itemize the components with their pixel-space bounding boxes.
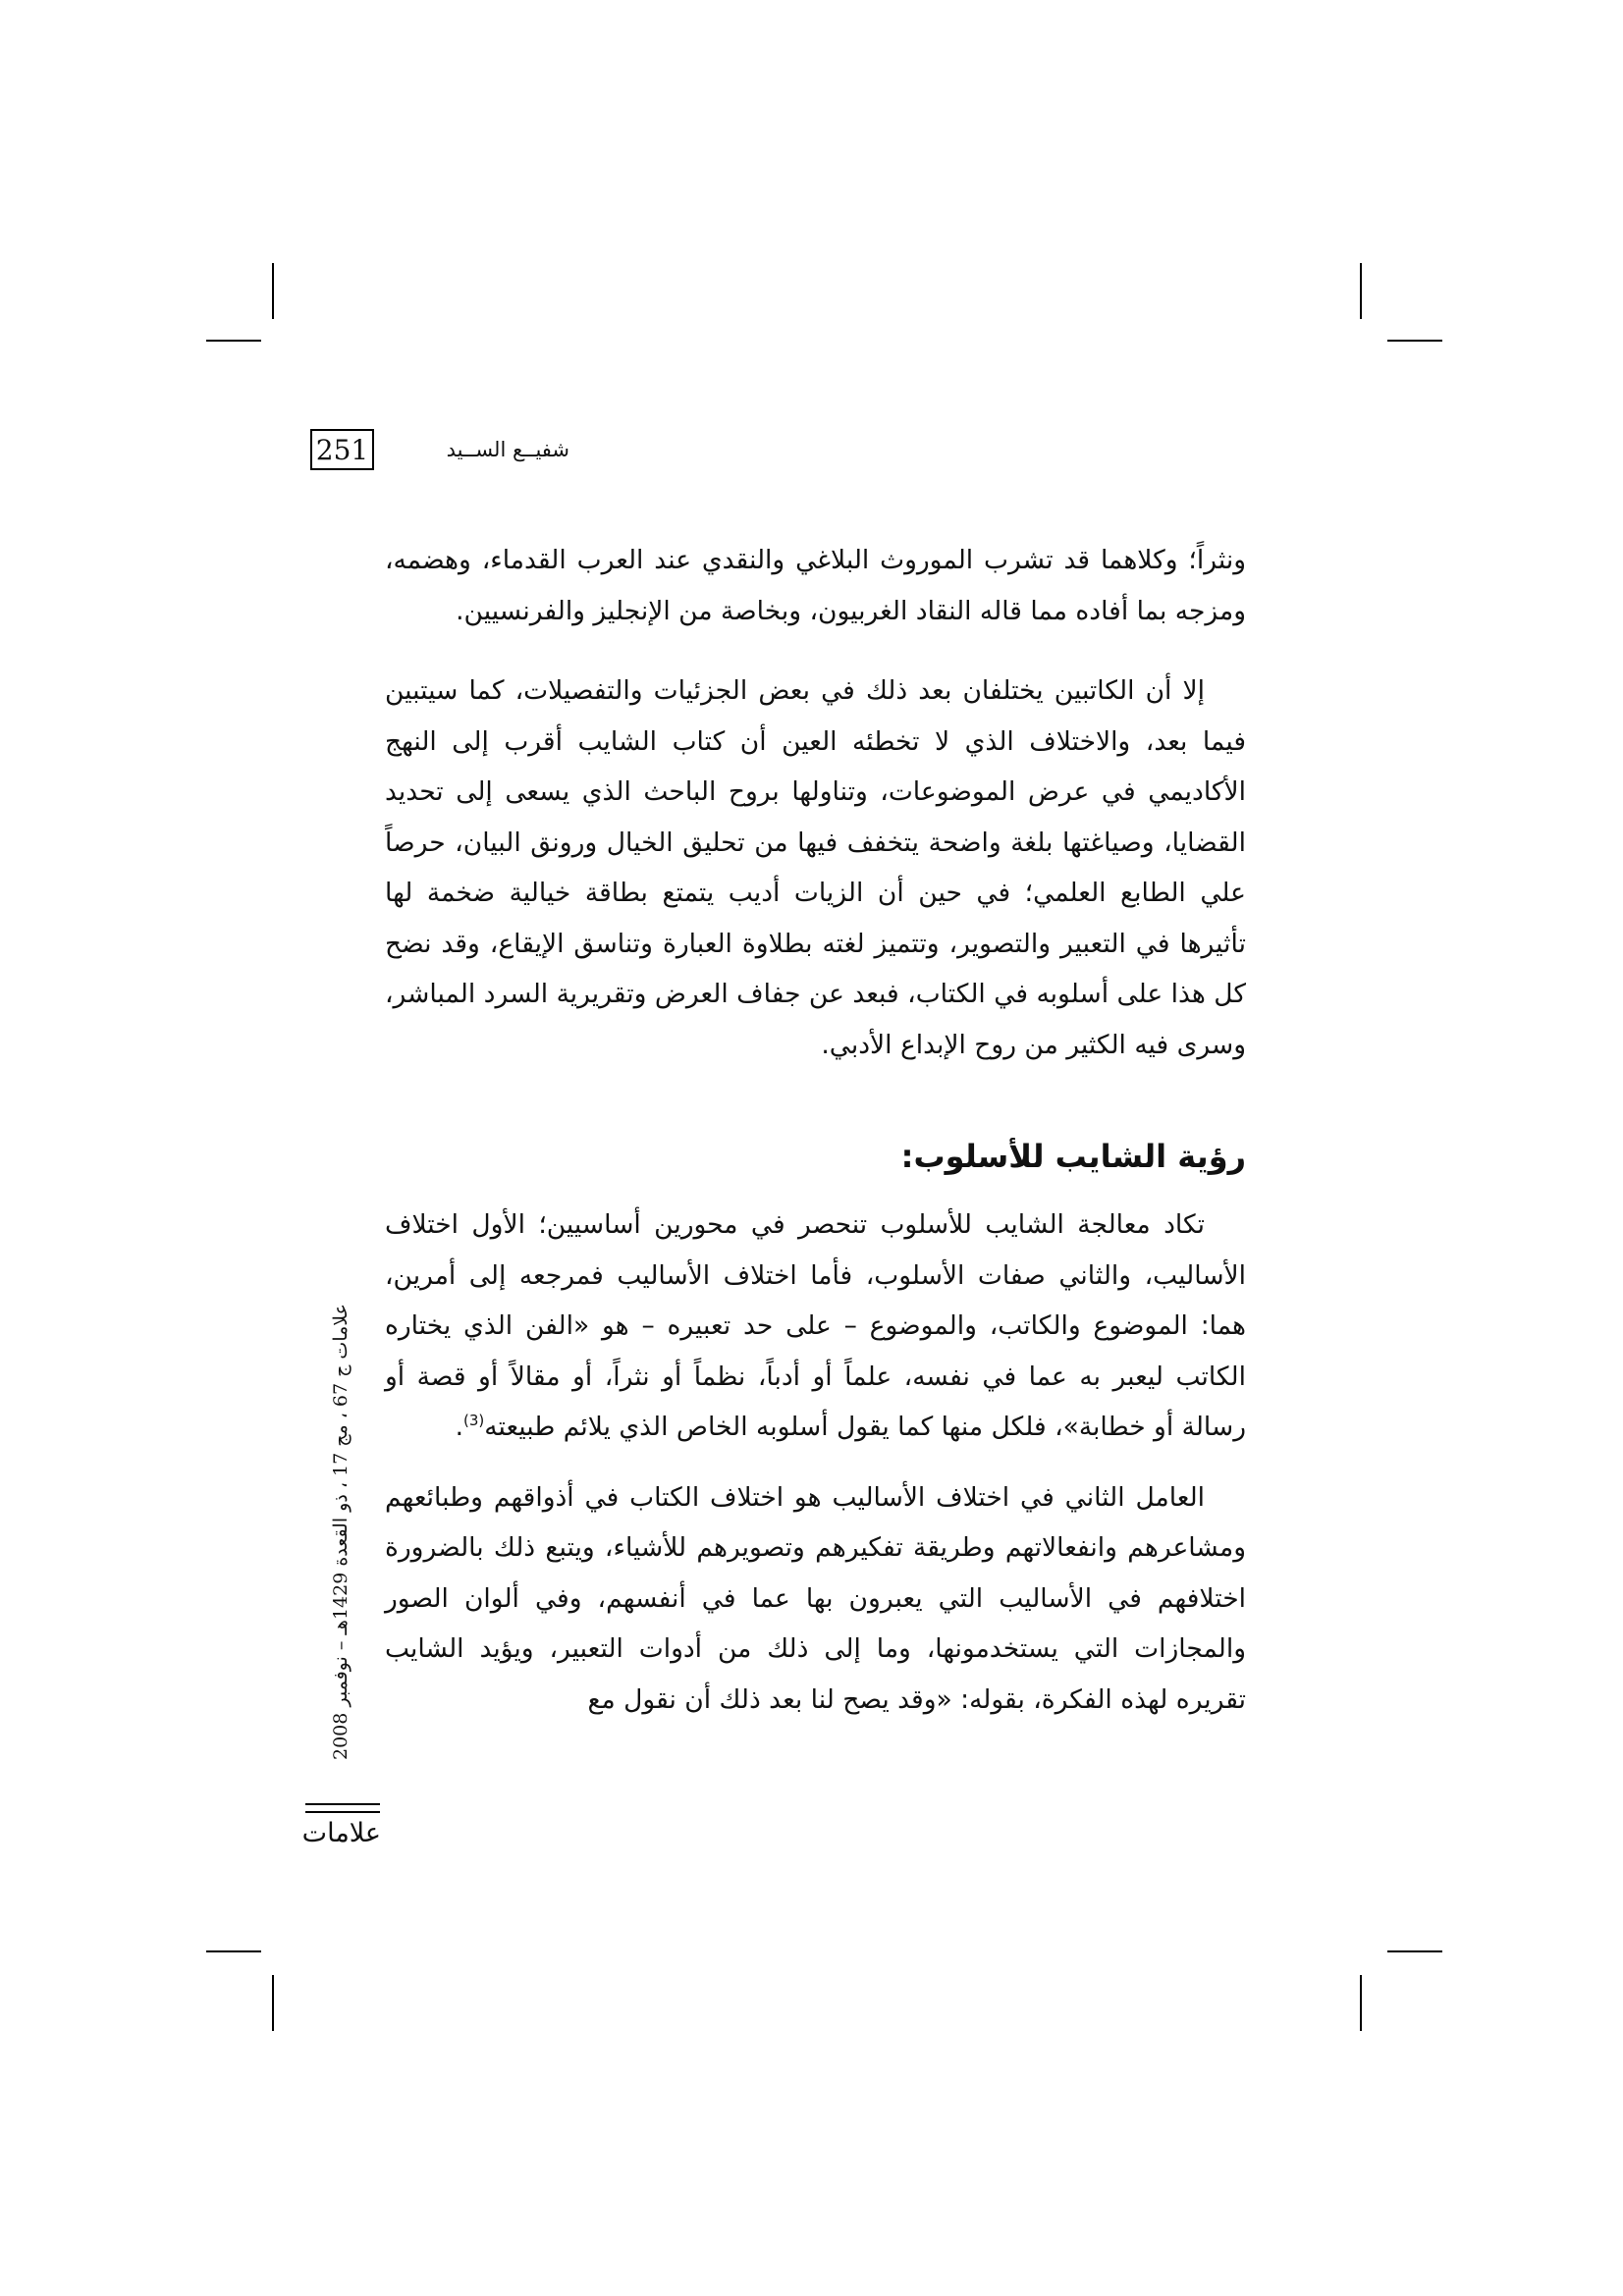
sidebar-double-rule — [305, 1803, 380, 1813]
paragraph-intro-1: ونثراً؛ وكلاهما قد تشرب الموروث البلاغي والنقدي عند العرب القدماء، وهضمه، ومزجه بما أفاده مما قاله النقاد الغربيون، وبخاصة من الإنجليز والفرنسيين. — [385, 545, 1246, 626]
journal-info-vertical: علامات ج 67 ، مج 17 ، ذو القعدة 1429هـ – نوفمبر 2008 — [330, 1304, 352, 1760]
paragraph-section-2: العامل الثاني في اختلاف الأساليب هو اختلاف الكتاب في أذواقهم وطبائعهم ومشاعرهم وانفعالاتهم وطريقة تفكيرهم وتصويرهم للأشياء، ويتبع ذلك بالضرورة اختلافهم في الأساليب التي يعبرون بها عما في أنفسهم، وفي ألوان الصور والمجازات التي يستخدمونها، وما إلى ذلك من أدوات التعبير، ويؤيد الشايب تقريره لهذه الفكرة، بقوله: «وقد يصح لنا بعد ذلك أن نقول مع — [385, 1481, 1246, 1715]
crop-mark-bottom-left — [272, 1975, 274, 2031]
crop-mark-bottom-right — [1360, 1975, 1362, 2031]
section-heading: رؤية الشايب للأسلوب: — [900, 1138, 1246, 1175]
running-head-author: شفيــع الســيد — [446, 438, 569, 461]
crop-mark-top-left-h — [206, 340, 261, 342]
paragraph-section-1-end: . — [455, 1412, 464, 1442]
footnote-reference[interactable]: (3) — [463, 1412, 485, 1430]
paragraph-intro-2: إلا أن الكاتبين يختلفان بعد ذلك في بعض الجزئيات والتفصيلات، كما سيتبين فيما بعد، والاختلاف الذي لا تخطئه العين أن كتاب الشايب أقرب إلى النهج الأكاديمي في عرض الموضوعات، وتناولها بروح الباحث الذي يسعى إلى تحديد القضايا، وصياغتها بلغة واضحة يتخفف فيها من تحليق الخيال ورونق البيان، حرصاً علي الطابع العلمي؛ في حين أن الزيات أديب يتمتع بطاقة خيالية ضخمة لها تأثيرها في التعبير والتصوير، وتتميز لغته بطلاوة العبارة وتناسق الإيقاع، وقد نضح كل هذا على أسلوبه في الكتاب، فبعد عن جفاف العرض وتقريرية السرد المباشر، وسرى فيه الكثير من روح الإبداع الأدبي. — [385, 675, 1246, 1060]
crop-mark-top-left — [272, 263, 274, 319]
paragraph-section-1-text: تكاد معالجة الشايب للأسلوب تنحصر في محورين أساسيين؛ الأول اختلاف الأساليب، والثاني صفات الأسلوب، فأما اختلاف الأساليب فمرجعه إلى أمرين، هما: الموضوع والكاتب، والموضوع – على حد تعبيره – هو «الفن الذي يختاره الكاتب ليعبر به عما في نفسه، علماً أو أدباً، نظماً أو نثراً، أو مقالاً أو قصة أو رسالة أو خطابة»، فلكل منها كما يقول أسلوبه الخاص الذي يلائم طبيعته — [385, 1209, 1246, 1442]
crop-mark-top-right-h — [1387, 340, 1442, 342]
crop-mark-bottom-right-h — [1387, 1950, 1442, 1952]
crop-mark-top-right — [1360, 263, 1362, 319]
crop-mark-bottom-left-h — [206, 1950, 261, 1952]
journal-logo: علامات — [301, 1818, 381, 1848]
paragraph-section-1 — [385, 1200, 1246, 1453]
article-body — [385, 535, 1246, 1725]
page-number: 251 — [310, 429, 374, 470]
